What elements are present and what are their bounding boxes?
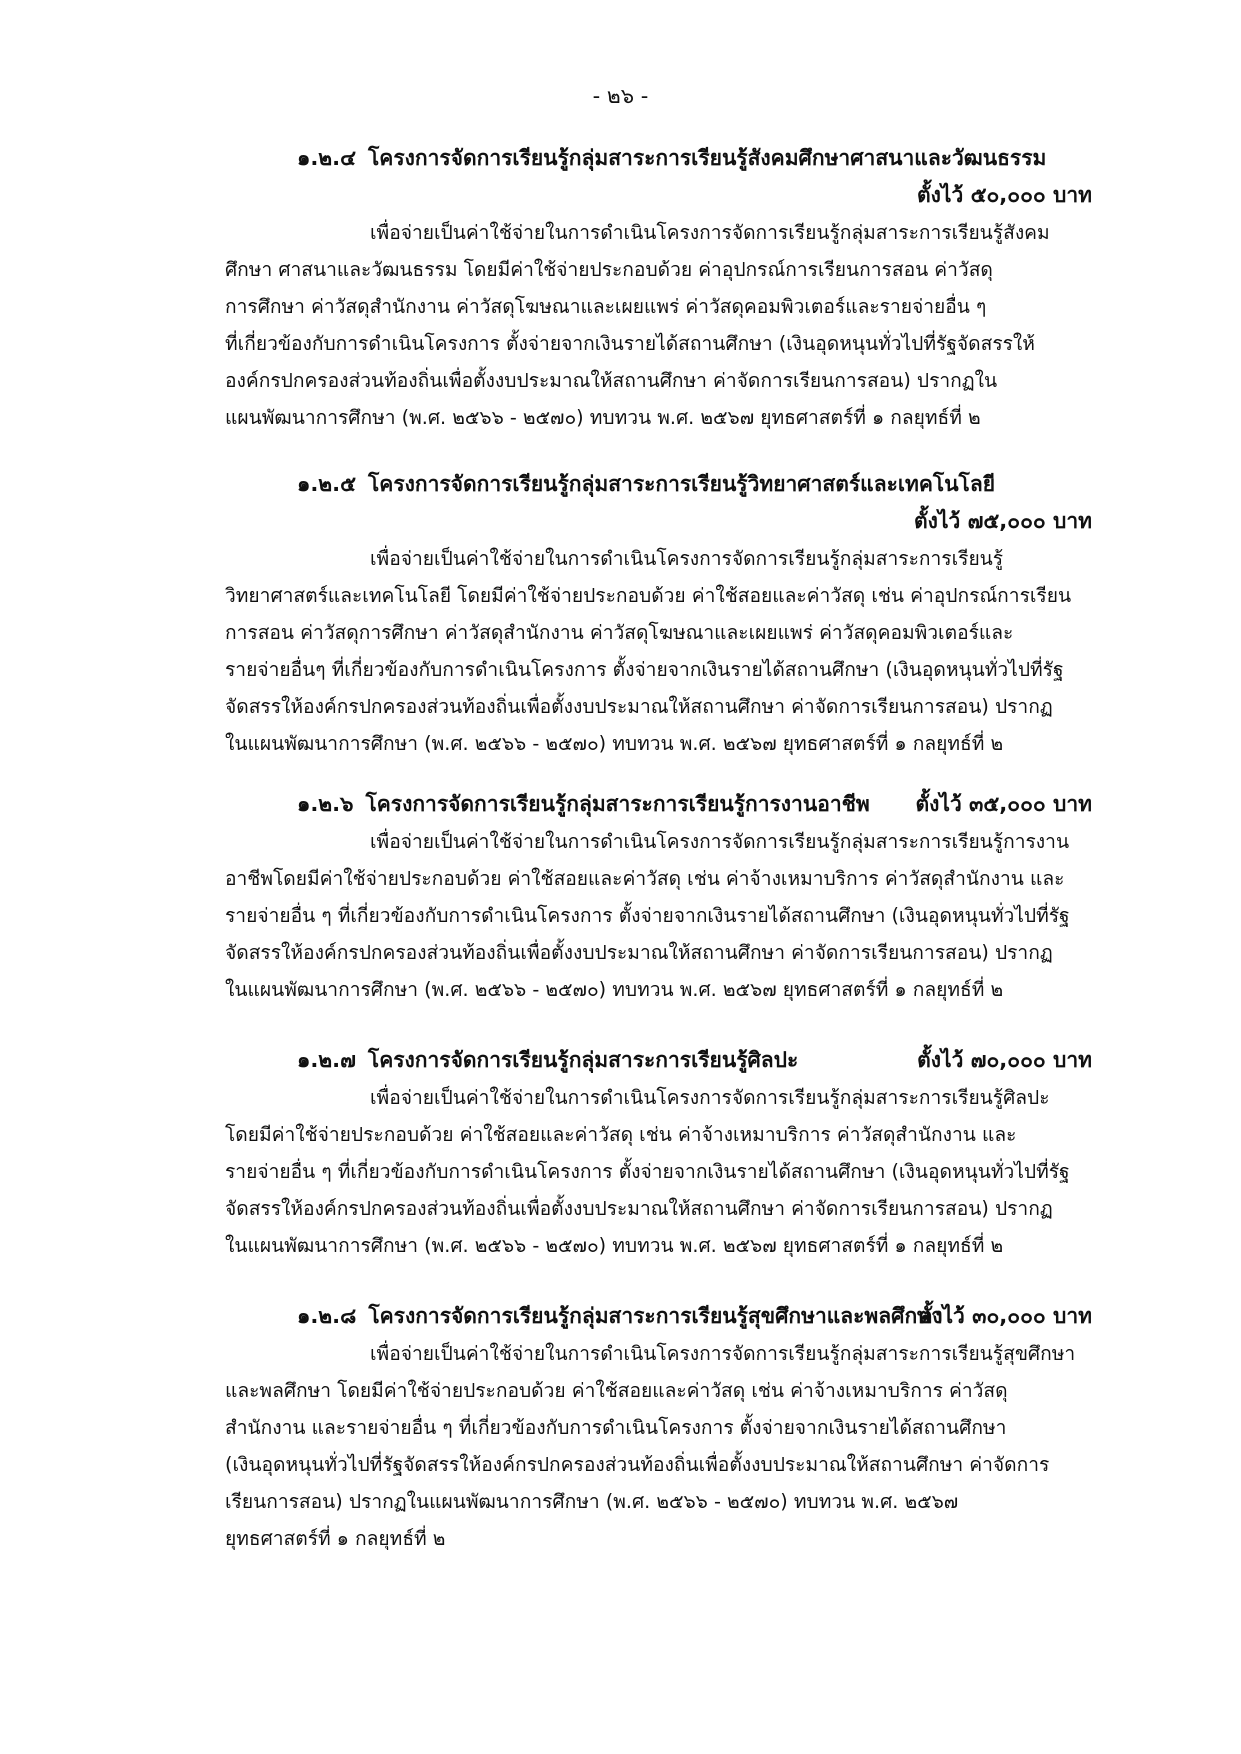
body-line: สำนักงาน และรายจ่ายอื่น ๆ ที่เกี่ยวข้องกับการดำเนินโครงการ ตั้งจ่ายจากเงินรายได้สถานศึกษา <box>225 1416 1007 1439</box>
section-1-2-6 <box>225 786 1130 1008</box>
body-line: เพื่อจ่ายเป็นค่าใช้จ่ายในการดำเนินโครงการจัดการเรียนรู้กลุ่มสาระการเรียนรู้ศิลปะ <box>370 1086 1050 1109</box>
section-budget: ตั้งไว้ ๕๐,๐๐๐ บาท <box>917 183 1092 207</box>
body-line: ในแผนพัฒนาการศึกษา (พ.ศ. ๒๕๖๖ - ๒๕๗๐) ทบทวน พ.ศ. ๒๕๖๗ ยุทธศาสตร์ที่ ๑ กลยุทธ์ที่ ๒ <box>225 732 1004 755</box>
section-1-2-7 <box>225 1042 1130 1264</box>
section-heading <box>297 1042 1130 1079</box>
body-line: ศึกษา ศาสนาและวัฒนธรรม โดยมีค่าใช้จ่ายประกอบด้วย ค่าอุปกรณ์การเรียนการสอน ค่าวัสดุ <box>225 258 993 281</box>
section-title: โครงการจัดการเรียนรู้กลุ่มสาระการเรียนรู้ศิลปะ <box>367 1048 799 1072</box>
page-number: - ๒๖ - <box>592 84 649 108</box>
body-line: และพลศึกษา โดยมีค่าใช้จ่ายประกอบด้วย ค่าใช้สอยและค่าวัสดุ เช่น ค่าจ้างเหมาบริการ ค่าวัสดุ <box>225 1379 1008 1402</box>
section-budget: ตั้งไว้ ๗๐,๐๐๐ บาท <box>917 1048 1092 1072</box>
body-line: รายจ่ายอื่น ๆ ที่เกี่ยวข้องกับการดำเนินโครงการ ตั้งจ่ายจากเงินรายได้สถานศึกษา (เงินอุดหนุนทั่วไปที่รัฐ <box>225 1160 1070 1183</box>
section-1-2-5 <box>225 466 1130 762</box>
section-number: ๑.๒.๘ <box>297 1304 357 1328</box>
section-title: โครงการจัดการเรียนรู้กลุ่มสาระการเรียนรู้การงานอาชีพ <box>365 792 870 816</box>
body-line: เพื่อจ่ายเป็นค่าใช้จ่ายในการดำเนินโครงการจัดการเรียนรู้กลุ่มสาระการเรียนรู้การงาน <box>370 830 1070 853</box>
body-line: เพื่อจ่ายเป็นค่าใช้จ่ายในการดำเนินโครงการจัดการเรียนรู้กลุ่มสาระการเรียนรู้ <box>370 547 1004 570</box>
section-1-2-4 <box>225 140 1130 436</box>
section-heading <box>297 786 1130 823</box>
section-number: ๑.๒.๗ <box>297 1048 356 1072</box>
section-budget: ตั้งไว้ ๓๐,๐๐๐ บาท <box>918 1304 1092 1328</box>
section-budget: ตั้งไว้ ๓๕,๐๐๐ บาท <box>915 792 1092 816</box>
section-body <box>225 1335 1130 1557</box>
section-body <box>225 823 1130 1008</box>
section-body <box>225 540 1130 762</box>
body-line: ยุทธศาสตร์ที่ ๑ กลยุทธ์ที่ ๒ <box>225 1527 446 1550</box>
section-title: โครงการจัดการเรียนรู้กลุ่มสาระการเรียนรู้สุขศึกษาและพลศึกษา <box>368 1304 943 1328</box>
body-line: ในแผนพัฒนาการศึกษา (พ.ศ. ๒๕๖๖ - ๒๕๗๐) ทบทวน พ.ศ. ๒๕๖๗ ยุทธศาสตร์ที่ ๑ กลยุทธ์ที่ ๒ <box>225 1234 1004 1257</box>
body-line: แผนพัฒนาการศึกษา (พ.ศ. ๒๕๖๖ - ๒๕๗๐) ทบทวน พ.ศ. ๒๕๖๗ ยุทธศาสตร์ที่ ๑ กลยุทธ์ที่ ๒ <box>225 406 981 429</box>
section-body <box>225 1079 1130 1264</box>
body-line: การสอน ค่าวัสดุการศึกษา ค่าวัสดุสำนักงาน ค่าวัสดุโฆษณาและเผยแพร่ ค่าวัสดุคอมพิวเตอร์และ <box>225 621 1014 644</box>
body-line: ที่เกี่ยวข้องกับการดำเนินโครงการ ตั้งจ่ายจากเงินรายได้สถานศึกษา (เงินอุดหนุนทั่วไปที่รัฐจัดสรรให้ <box>225 332 1035 355</box>
section-number: ๑.๒.๖ <box>297 792 354 816</box>
section-budget: ตั้งไว้ ๗๕,๐๐๐ บาท <box>914 509 1092 533</box>
body-line: รายจ่ายอื่นๆ ที่เกี่ยวข้องกับการดำเนินโครงการ ตั้งจ่ายจากเงินรายได้สถานศึกษา (เงินอุดหนุนทั่วไปที่รัฐ <box>225 658 1064 681</box>
body-line: (เงินอุดหนุนทั่วไปที่รัฐจัดสรรให้องค์กรปกครองส่วนท้องถิ่นเพื่อตั้งงบประมาณให้สถานศึกษา ค่าจัดการ <box>225 1453 1050 1476</box>
section-heading <box>297 466 1130 503</box>
section-heading <box>297 140 1130 177</box>
section-body <box>225 214 1130 436</box>
body-line: เพื่อจ่ายเป็นค่าใช้จ่ายในการดำเนินโครงการจัดการเรียนรู้กลุ่มสาระการเรียนรู้สังคม <box>370 221 1050 244</box>
section-number: ๑.๒.๕ <box>297 472 357 496</box>
body-line: เรียนการสอน) ปรากฏในแผนพัฒนาการศึกษา (พ.ศ. ๒๕๖๖ - ๒๕๗๐) ทบทวน พ.ศ. ๒๕๖๗ <box>225 1490 959 1513</box>
body-line: วิทยาศาสตร์และเทคโนโลยี โดยมีค่าใช้จ่ายประกอบด้วย ค่าใช้สอยและค่าวัสดุ เช่น ค่าอุปกรณ์การเรียน <box>225 584 1072 607</box>
section-heading <box>297 1298 1130 1335</box>
body-line: ในแผนพัฒนาการศึกษา (พ.ศ. ๒๕๖๖ - ๒๕๗๐) ทบทวน พ.ศ. ๒๕๖๗ ยุทธศาสตร์ที่ ๑ กลยุทธ์ที่ ๒ <box>225 978 1004 1001</box>
body-line: การศึกษา ค่าวัสดุสำนักงาน ค่าวัสดุโฆษณาและเผยแพร่ ค่าวัสดุคอมพิวเตอร์และรายจ่ายอื่น ๆ <box>225 295 987 318</box>
body-line: จัดสรรให้องค์กรปกครองส่วนท้องถิ่นเพื่อตั้งงบประมาณให้สถานศึกษา ค่าจัดการเรียนการสอน) ปรากฏ <box>225 1197 1053 1220</box>
body-line: รายจ่ายอื่น ๆ ที่เกี่ยวข้องกับการดำเนินโครงการ ตั้งจ่ายจากเงินรายได้สถานศึกษา (เงินอุดหนุนทั่วไปที่รัฐ <box>225 904 1070 927</box>
body-line: อาชีพโดยมีค่าใช้จ่ายประกอบด้วย ค่าใช้สอยและค่าวัสดุ เช่น ค่าจ้างเหมาบริการ ค่าวัสดุสำนักงาน และ <box>225 867 1065 890</box>
section-title: โครงการจัดการเรียนรู้กลุ่มสาระการเรียนรู้สังคมศึกษาศาสนาและวัฒนธรรม <box>368 146 1047 170</box>
section-number: ๑.๒.๔ <box>297 146 357 170</box>
body-line: จัดสรรให้องค์กรปกครองส่วนท้องถิ่นเพื่อตั้งงบประมาณให้สถานศึกษา ค่าจัดการเรียนการสอน) ปรากฏ <box>225 695 1053 718</box>
body-line: องค์กรปกครองส่วนท้องถิ่นเพื่อตั้งงบประมาณให้สถานศึกษา ค่าจัดการเรียนการสอน) ปรากฏใน <box>225 369 998 392</box>
body-line: โดยมีค่าใช้จ่ายประกอบด้วย ค่าใช้สอยและค่าวัสดุ เช่น ค่าจ้างเหมาบริการ ค่าวัสดุสำนักงาน และ <box>225 1123 1017 1146</box>
body-line: จัดสรรให้องค์กรปกครองส่วนท้องถิ่นเพื่อตั้งงบประมาณให้สถานศึกษา ค่าจัดการเรียนการสอน) ปรากฏ <box>225 941 1053 964</box>
body-line: เพื่อจ่ายเป็นค่าใช้จ่ายในการดำเนินโครงการจัดการเรียนรู้กลุ่มสาระการเรียนรู้สุขศึกษา <box>370 1342 1076 1365</box>
section-1-2-8 <box>225 1298 1130 1557</box>
section-title: โครงการจัดการเรียนรู้กลุ่มสาระการเรียนรู้วิทยาศาสตร์และเทคโนโลยี <box>368 472 996 496</box>
